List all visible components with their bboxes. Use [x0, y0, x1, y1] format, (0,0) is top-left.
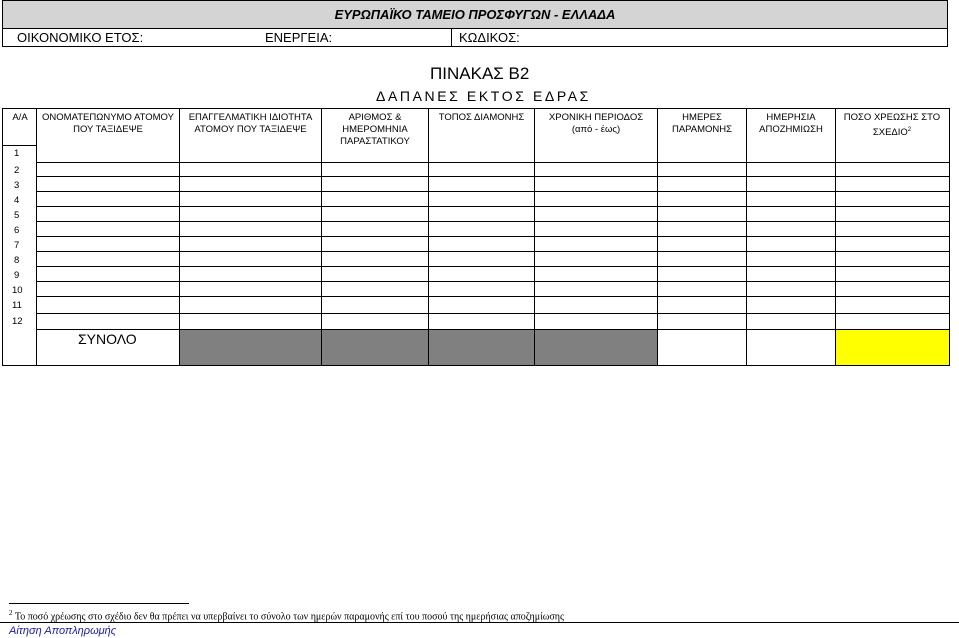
fund-title [2, 0, 948, 29]
row-number: 9 [14, 270, 20, 281]
table-title-text: ΠΙΝΑΚΑΣ Β2 [430, 64, 530, 83]
row-number: 3 [14, 180, 20, 191]
column-header-amount-sup: 2 [907, 127, 912, 133]
total-label: ΣΥΝΟΛΟ [78, 331, 137, 347]
column-header-name: ΟΝΟΜΑΤΕΠΩΝΥΜΟ ΑΤΟΜΟΥ ΠΟΥ ΤΑΞΙΔΕΨΕ [42, 112, 174, 135]
meta-divider [451, 29, 452, 46]
row-number: 7 [14, 240, 20, 251]
column-header-period-text: ΧΡΟΝΙΚΗ ΠΕΡΙΟΔΟΣ [548, 112, 644, 123]
table-subtitle: ΔΑΠΑΝΕΣ ΕΚΤΟΣ ΕΔΡΑΣ [376, 88, 591, 104]
footnote-marker: 2 [9, 609, 13, 617]
fund-title-text: ΕΥΡΩΠΑΪΚΟ ΤΑΜΕΙΟ ΠΡΟΣΦΥΓΩΝ - ΕΛΛΑΔΑ [334, 7, 616, 22]
total-cell-profession [179, 329, 321, 366]
footnote-text: Το ποσό χρέωσης στο σχέδιο δεν θα πρέπει να υπερβαίνει το σύνολο των ημερών παραμονής επί του ποσού της ημερήσιας αποζημίωσης [14, 611, 564, 623]
total-cell-period [534, 329, 657, 366]
column-header-receipt: ΑΡΙΘΜΟΣ & ΗΜΕΡΟΜΗΝΙΑ ΠΑΡΑΣΤΑΤΙΚΟΥ [340, 112, 410, 147]
column-header-amount [842, 112, 942, 139]
code-label: ΚΩΔΙΚΟΣ: [459, 30, 520, 45]
row-number: 5 [14, 210, 20, 221]
footer-rule [0, 622, 959, 623]
column-header-daily: ΗΜΕΡΗΣΙΑ ΑΠΟΖΗΜΙΩΣΗ [759, 112, 823, 135]
column-header-days: ΗΜΕΡΕΣ ΠΑΡΑΜΟΝΗΣ [671, 112, 733, 135]
column-header-aa: Α/Α [12, 112, 28, 123]
footer-label: Αίτηση Αποπληρωμής [9, 625, 117, 637]
row-number: 11 [12, 300, 22, 311]
row-number: 12 [12, 316, 23, 327]
expense-table [2, 108, 958, 366]
row-number: 1 [14, 148, 20, 159]
action-label: ΕΝΕΡΓΕΙΑ: [265, 30, 333, 45]
meta-row [2, 29, 948, 47]
row-number: 4 [14, 195, 20, 206]
column-header-amount-text: ΠΟΣΟ ΧΡΕΩΣΗΣ ΣΤΟ ΣΧΕΔΙΟ [843, 112, 941, 139]
footnote [9, 609, 564, 622]
total-cell-receipt [321, 329, 428, 366]
row-number: 2 [14, 165, 20, 176]
total-cell-amount [835, 329, 949, 366]
row-number: 6 [14, 225, 20, 236]
footnote-separator [9, 603, 189, 604]
column-header-period-sub: (από - έως) [571, 124, 621, 135]
row-number: 10 [12, 285, 23, 296]
column-header-period [537, 112, 655, 136]
column-header-place: ΤΟΠΟΣ ΔΙΑΜΟΝΗΣ [438, 112, 525, 123]
total-cell-place [428, 329, 534, 366]
fiscal-year-label: ΟΙΚΟΝΟΜΙΚΟ ΕΤΟΣ: [17, 30, 144, 45]
row-number: 8 [14, 255, 20, 266]
column-header-profession: ΕΠΑΓΓΕΛΜΑΤΙΚΗ ΙΔΙΟΤΗΤΑ ΑΤΟΜΟΥ ΠΟΥ ΤΑΞΙΔΕΨΕ [188, 112, 313, 135]
